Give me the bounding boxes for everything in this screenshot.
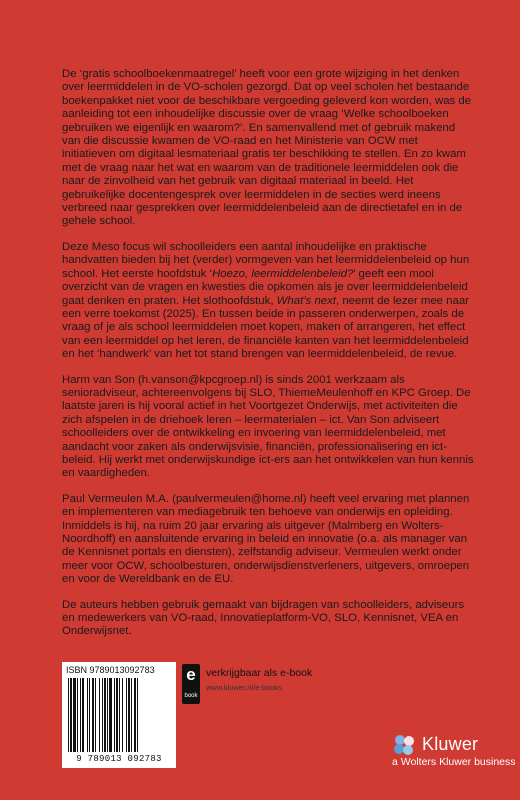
barcode-bar	[87, 678, 88, 752]
barcode-bar	[80, 678, 81, 752]
barcode-bar	[109, 678, 112, 752]
barcode-icon	[68, 678, 170, 752]
paragraph-text: Paul Vermeulen M.A. (paulvermeulen@home.nl) heeft veel ervaring met plannen en implementeren van mediagebruik ten behoeve van onderwijs en opleiding. Inmiddels is hij, na ruim 20 jaar ervaring als uitgever (Malmberg en Wolters-Noordhoff) en aansluitende ervaring in beleid en innovatie (o.a. als manager van de Kennisnet portals en diensten), zelfstandig adviseur. Vermeulen werkt onder meer voor OCW, schoolbesturen, onderwijsdienstverleners, uitgevers, omroepen en voor de Wereldbank en de EU.	[62, 492, 470, 586]
publisher-tagline: a Wolters Kluwer business	[392, 756, 516, 768]
barcode-bar	[119, 678, 120, 752]
blurb-paragraph	[62, 241, 474, 362]
barcode-bar	[128, 678, 130, 752]
ebook-icon-letter: e	[186, 665, 196, 684]
kluwer-globe-icon	[392, 734, 416, 756]
barcode-bar	[104, 678, 106, 752]
paragraph-text: Harm van Son (h.vanson@kpcgroep.nl) is sinds 2001 werkzaam als senioradviseur, achtereenvolgens bij SLO, ThiemeMeulenhoff en KPC Groep. De laatste jaren is hij vooral actief in het Voortgezet Onderwijs, met activiteiten die zich afspelen in de driehoek leren – leermaterialen – ict. Van Son adviseert schoolleiders over de ontwikkeling en invoering van leermiddelenbeleid, met aandacht voor zaken als onderwijsvisie, financiën, professionalisering en ict-beleid. Hij werkt met onderwijskundige ict-ers aan het ontwikkelen van hun kennis en vaardigheden.	[62, 373, 474, 480]
blurb-paragraph	[62, 599, 474, 639]
italic-title: Hoezo, leermiddelenbeleid?	[212, 267, 354, 280]
blurb-paragraph	[62, 493, 474, 587]
barcode-bar	[114, 678, 115, 752]
blurb-paragraph	[62, 374, 474, 481]
isbn-label: ISBN 9789013092783	[66, 665, 155, 675]
ebook-availability: verkrijgbaar als e-book	[206, 667, 313, 679]
paragraph-text: De ‘gratis schoolboekenmaatregel’ heeft voor een grote wijziging in het denken over leermiddelen in de VO-scholen gezorgd. Dat op veel scholen het bestaande boekenpakket niet voor de beschikbare vergoeding geleverd kon worden, was de aanleiding tot een inhoudelijke discussie over de vraag ‘Welke schoolboeken gebruiken we eigenlijk en waarom?’. En samenvallend met of gebruik makend van die discussie kwamen de VO-raad en het Ministerie van OCW met initiatieven om digitaal lesmateriaal gratis ter beschikking te stellen. En zo kwam met de vraag naar het wat en waarom van de traditionele leermiddelen ook die naar de zinvolheid van het gebruik van digitaal materiaal in beeld. Het gebruikelijke docentengesprek over leermiddelen in de secties werd ineens verbreed naar gesprekken over leermiddelenbeleid aan de directietafel en in de gehele school.	[62, 68, 472, 228]
ebook-url[interactable]: www.kluwer.nl/e-books	[206, 683, 282, 692]
barcode-bar	[131, 678, 132, 752]
publisher-logo	[392, 734, 516, 774]
barcode-panel	[62, 662, 176, 768]
barcode-bar	[73, 678, 76, 752]
paragraph-text: , neemt de lezer mee naar een verre toekomst (2025). En tussen beide in passeren onderwerpen, zoals de vraag of je als school leermiddelen moet kopen, maken of arrangeren, het effect van een leermiddel op het leren, de financiële kanten van het leermiddelenbeleid en het ‘handwerk’ van het tot stand brengen van leermiddelenbeleid, de revue.	[62, 294, 469, 361]
barcode-bar	[70, 678, 72, 752]
paragraph-text: ’ geeft een mooi overzicht van de vragen en kwesties die opkomen als je over leermiddelenbeleid gaat denken en praten. Het slothoofdstuk,	[62, 267, 468, 307]
barcode-bar	[92, 678, 94, 752]
blurb-text	[62, 68, 474, 651]
barcode-bar	[116, 678, 118, 752]
ebook-icon-word: book	[184, 693, 198, 699]
barcode-bar	[77, 678, 78, 752]
barcode-bar	[68, 678, 69, 752]
barcode-bar	[107, 678, 108, 752]
barcode-bar	[137, 678, 138, 752]
blurb-paragraph	[62, 68, 474, 229]
barcode-bar	[82, 678, 84, 752]
publisher-name: Kluwer	[422, 734, 479, 754]
barcode-bar	[89, 678, 90, 752]
barcode-bar	[134, 678, 136, 752]
ebook-icon	[182, 664, 200, 704]
barcode-bar	[99, 678, 100, 752]
italic-title: What’s next	[276, 294, 336, 307]
barcode-bar	[102, 678, 103, 752]
paragraph-text: Deze Meso focus wil schoolleiders een aantal inhoudelijke en praktische handvatten bieden bij het (verder) vormgeven van het leermiddelenbeleid op hun school. Het eerste hoofdstuk ‘	[62, 240, 470, 280]
barcode-bar	[126, 678, 127, 752]
barcode-bar	[122, 678, 123, 752]
barcode-bar	[95, 678, 96, 752]
barcode-digits: 9 789013 092783	[76, 754, 162, 764]
paragraph-text: De auteurs hebben gebruik gemaakt van bijdragen van schoolleiders, adviseurs en medewerkers van VO-raad, Innovatieplatform-VO, SLO, Kennisnet, VEA en Onderwijsnet.	[62, 598, 465, 638]
